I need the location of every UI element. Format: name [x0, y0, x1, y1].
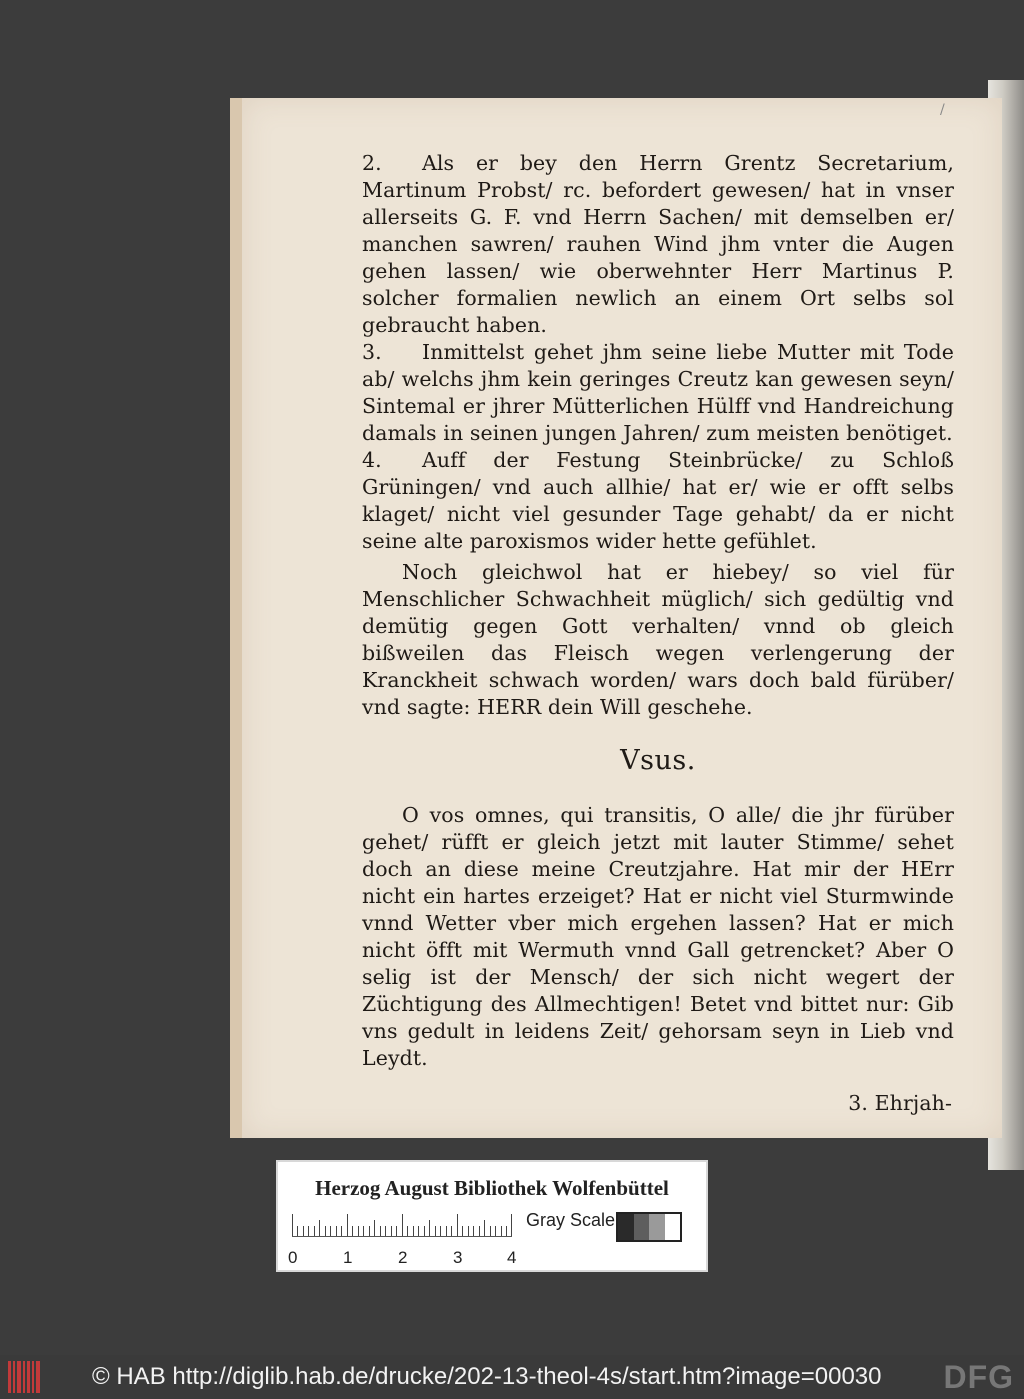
- gray-scale-swatch: [616, 1212, 682, 1242]
- gray-scale-label: Gray Scale: [526, 1210, 616, 1230]
- gray-swatch: [618, 1214, 634, 1240]
- footer-bar: [0, 1355, 1024, 1399]
- gray-swatch: [634, 1214, 650, 1240]
- paragraph-number: 4.: [362, 448, 382, 472]
- page-marker: /: [940, 102, 945, 118]
- library-card: [276, 1160, 708, 1272]
- paragraph-number: 2.: [362, 151, 382, 175]
- section-heading: Vsus.: [620, 745, 696, 776]
- usus-paragraph: O vos omnes, qui transitis, O alle/ die jhr fürüber gehet/ rüfft er gleich jetzt mit lauter Stimme/ sehet doch an diese meine Creutzjahre. Hat mir der HErr nicht ein hartes erzeiget? Hat er nicht viel Sturmwinde vnnd Wetter vber mich ergehen lassen? Hat er mich nicht öfft mit Wermuth vnnd Gall getrencket? Aber O selig ist der Mensch/ der sich nicht wegert der Züchtigung des Allmechtigen! Betet vnd bittet nur: Gib vns gedult in leidens Zeit/ gehorsam seyn in Lieb vnd Leydt.: [362, 803, 954, 1070]
- dfg-logo: DFG: [943, 1359, 1014, 1395]
- paragraph-text: Inmittelst gehet jhm seine liebe Mutter mit Tode ab/ welchs jhm kein geringes Creutz kan gewesen seyn/ Sintemal er jhrer Mütterlichen Hülff vnd Handreichung damals in seinen jungen Jahren/ zum meisten benötiget.: [362, 340, 954, 445]
- gray-swatch: [649, 1214, 665, 1240]
- ruler-label: 1: [343, 1248, 353, 1267]
- page-text: [362, 150, 954, 1117]
- ruler-label: 3: [453, 1248, 463, 1267]
- ruler-label: 2: [398, 1248, 408, 1267]
- paragraph-number: 3.: [362, 340, 382, 364]
- library-title: Herzog August Bibliothek Wolfenbüttel: [315, 1176, 669, 1200]
- ruler-label: 0: [288, 1248, 298, 1267]
- numbered-paragraph: [362, 447, 954, 555]
- gray-swatch: [665, 1214, 681, 1240]
- ruler: [292, 1214, 512, 1237]
- numbered-paragraph: [362, 150, 954, 339]
- ruler-label: 4: [507, 1248, 517, 1267]
- paragraph-text: Auff der Festung Steinbrücke/ zu Schloß Grüningen/ vnd auch allhie/ hat er/ wie er offt selbs klaget/ nicht viel gesunder Tage gehabt/ da er nicht seine alte paroxismos wider hette gefühlet.: [362, 448, 954, 553]
- footer-credit[interactable]: © HAB http://diglib.hab.de/drucke/202-13-theol-4s/start.htm?image=00030: [92, 1363, 882, 1390]
- barcode-icon: [8, 1361, 44, 1393]
- ruler-labels: [286, 1248, 526, 1268]
- catchword: 3. Ehrjah-: [848, 1091, 952, 1115]
- paragraph-text: Als er bey den Herrn Grentz Secretarium, Martinum Probst/ rc. befordert gewesen/ hat in vnser allerseits G. F. vnd Herrn Sachen/ mit demselben er/ manchen sawren/ rauhen Wind jhm vnter die Augen gehen lassen/ wie oberwehnter Herr Martinus P. solcher formalien newlich an einem Ort selbs sol gebraucht haben.: [362, 151, 954, 337]
- closing-paragraph: Noch gleichwol hat er hiebey/ so viel für Menschlicher Schwachheit müglich/ sich gedültig vnd demütig gegen Gott verhalten/ vnnd ob gleich bißweilen das Fleisch wegen verlengerung der Kranckheit schwach worden/ wars doch bald fürüber/ vnd sagte: HERR dein Will geschehe.: [362, 560, 954, 719]
- numbered-paragraph: [362, 339, 954, 447]
